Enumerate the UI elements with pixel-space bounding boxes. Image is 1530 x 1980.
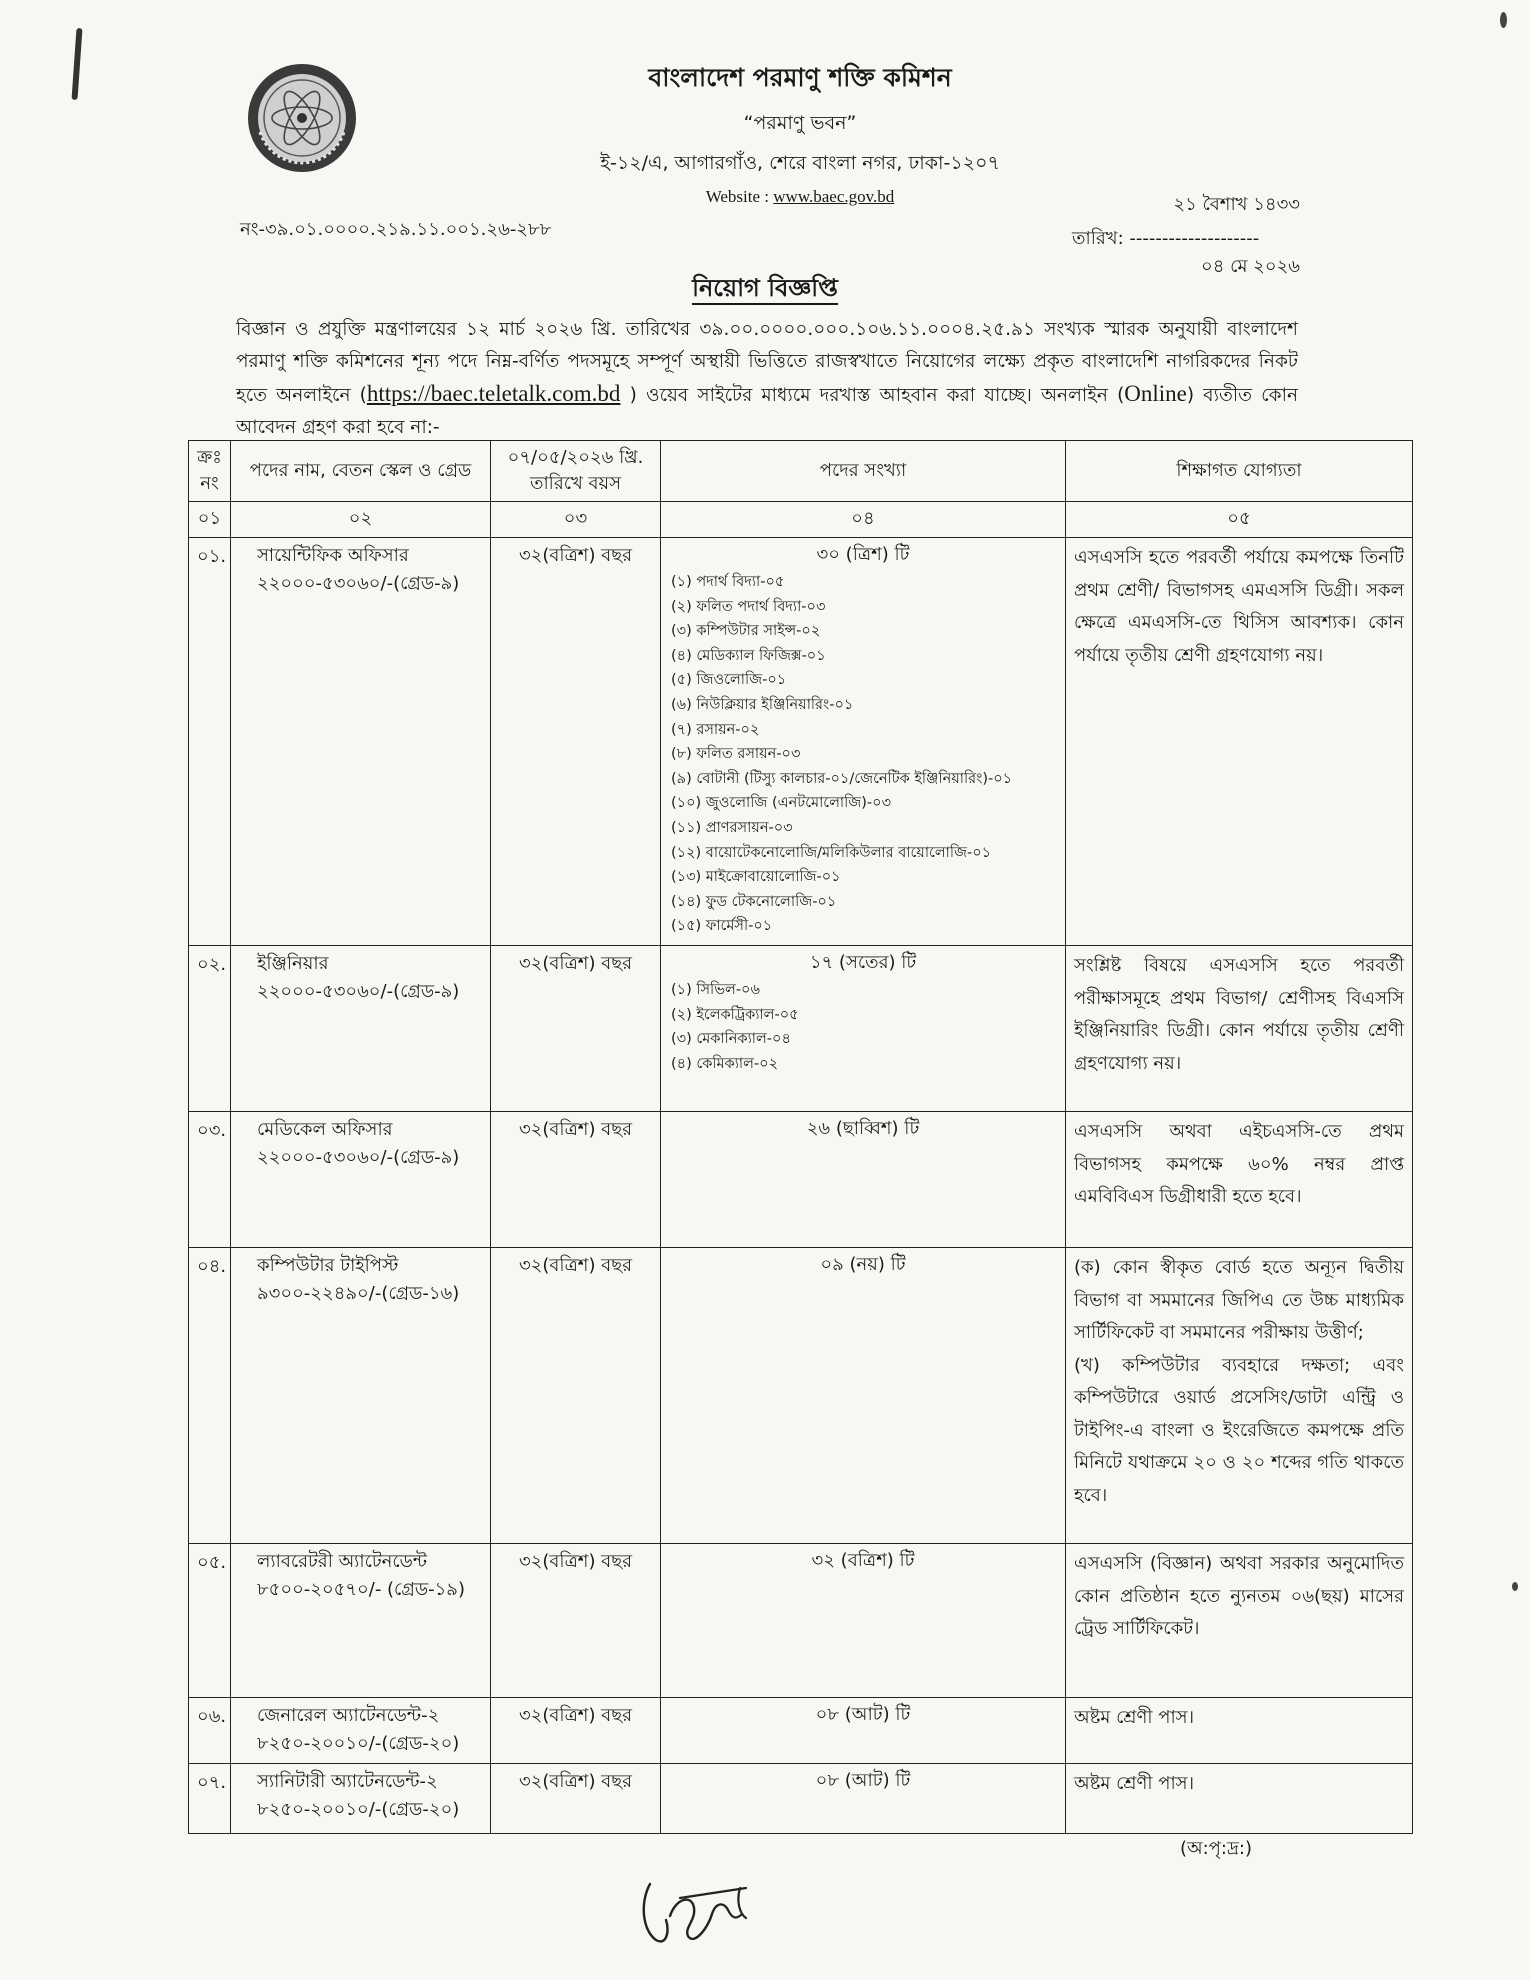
application-link[interactable] [367,381,621,406]
pay-scale: ২২০০০-৫৩০৬০/-(গ্রেড-৯) [257,981,460,1002]
qualification-text: এসএসসি (বিজ্ঞান) অথবা সরকার অনুমোদিত কোন প্রতিষ্ঠান হতে ন্যুনতম ০৬(ছয়) মাসের ট্রেড সার্টিফিকেট। [1074,1553,1404,1639]
count-cell [661,1698,1066,1764]
website-label: Website : [705,187,774,206]
subject-item: (১০) জুওলোজি (এনটমোলোজি)-০৩ [671,795,891,812]
post-count: ০৮ (আট) টি [815,1704,911,1725]
serial-cell: ০৭. [189,1764,231,1834]
qualification-text: সংশ্লিষ্ট বিষয়ে এসএসসি হতে পরবর্তী পরীক্ষাসমূহে প্রথম বিভাগ/ শ্রেণীসহ বিএসসি ইঞ্জিনিয়ারিং ডিগ্রী। কোন পর্যায়ে তৃতীয় শ্রেণী গ্রহণযোগ্য নয়। [1074,955,1404,1074]
post-cell [231,1544,491,1698]
continued-note: (অ:পৃ:দ্র:) [1180,1838,1253,1859]
subject-item: (১১) প্রাণরসায়ন-০৩ [671,819,793,836]
subject-item: (৭) রসায়ন-০২ [671,721,760,738]
subject-item: (১৪) ফুড টেকনোলোজি-০১ [671,893,837,910]
table-row [189,1698,1413,1764]
table-row [189,1248,1413,1544]
subject-list [671,978,1057,1076]
post-count: ৩০ (ত্রিশ) টি [816,544,910,565]
building-name: “পরমাণু ভবন” [743,112,857,134]
subject-item: (৬) নিউক্লিয়ার ইঞ্জিনিয়ারিং-০১ [671,696,854,713]
table-row [189,1112,1413,1248]
qualification-text: (ক) কোন স্বীকৃত বোর্ড হতে অন্যূন দ্বিতীয় বিভাগ বা সমমানের জিপিএ তে উচ্চ মাধ্যমিক সার্টিফিকেট বা সমমানের পরীক্ষায় উত্তীর্ণ; [1074,1257,1404,1343]
qualification-cell [1066,946,1413,1112]
post-count: ৩২ (বত্রিশ) টি [811,1550,915,1571]
subject-item: (৩) মেকানিক্যাল-০৪ [671,1031,791,1048]
letterhead [520,58,1080,207]
table-row [189,946,1413,1112]
serial-cell: ০৪. [189,1248,231,1544]
pay-scale: ৮৫০০-২০৫৭০/- (গ্রেড-১৯) [257,1579,465,1600]
handwritten-signature-icon [636,1858,756,1958]
post-name: ল্যাবরেটরী অ্যাটেনডেন্ট [257,1551,428,1572]
subject-item: (১৫) ফার্মেসী-০১ [671,918,773,935]
subject-item: (২) ইলেকট্রিক্যাল-০৫ [671,1006,799,1023]
table-row [189,1544,1413,1698]
serial-cell: ০৬. [189,1698,231,1764]
subject-item: (২) ফলিত পদার্থ বিদ্যা-০৩ [671,598,826,615]
website-link[interactable]: www.baec.gov.bd [773,187,895,206]
post-count: ২৬ (ছাব্বিশ) টি [806,1118,920,1139]
serial-cell: ০১. [189,538,231,946]
post-name: সায়েন্টিফিক অফিসার [257,545,409,566]
pay-scale: ৮২৫০-২০০১০/-(গ্রেড-২০) [257,1799,460,1820]
col-number: ০৩ [491,502,661,538]
header-qualification: শিক্ষাগত যোগ্যতা [1066,441,1413,502]
count-cell [661,1544,1066,1698]
scan-artifact-dot [1512,1582,1518,1591]
table-header-row [189,441,1413,502]
online-word: Online [1124,381,1187,406]
post-cell [231,1698,491,1764]
qualification-cell [1066,1112,1413,1248]
notice-title [0,270,1530,310]
header-sl: ক্রঃ নং [189,441,231,502]
subject-list [671,570,1057,939]
org-name: বাংলাদেশ পরমাণু শক্তি কমিশন [648,63,952,92]
serial-cell: ০৫. [189,1544,231,1698]
count-cell [661,1248,1066,1544]
header-post: পদের নাম, বেতন স্কেল ও গ্রেড [231,441,491,502]
post-cell [231,1764,491,1834]
date-english: ০৪ মে ২০২৬ [1201,256,1300,277]
org-address: ই-১২/এ, আগারগাঁও, শেরে বাংলা নগর, ঢাকা-১২০৭ [600,152,1000,174]
subject-item: (১৩) মাইক্রোবায়োলোজি-০১ [671,869,841,886]
qualification-cell [1066,538,1413,946]
scan-artifact-mark [71,28,82,100]
post-cell [231,1112,491,1248]
qualification-cell [1066,1544,1413,1698]
subject-item: (১) সিভিল-০৬ [671,982,760,998]
header-age: ০৭/০৫/২০২৬ খ্রি. তারিখে বয়স [491,441,661,502]
header-count: পদের সংখ্যা [661,441,1066,502]
qualification-text: অষ্টম শ্রেণী পাস। [1074,1707,1195,1728]
table-row [189,538,1413,946]
age-cell: ৩২(বত্রিশ) বছর [491,1112,661,1248]
qualification-text: (খ) কম্পিউটার ব্যবহারে দক্ষতা; এবং কম্পিউটারে ওয়ার্ড প্রসেসিং/ডাটা এন্ট্রি ও টাইপিং-এ বাংলা ও ইংরেজিতে কমপক্ষে প্রতি মিনিটে যথাক্রমে ২০ ও ২০ শব্দের গতি থাকতে হবে। [1074,1354,1404,1506]
intro-text-1: বিজ্ঞান ও প্রযুক্তি মন্ত্রণালয়ের ১২ মার্চ ২০২৬ খ্রি. তারিখের ৩৯.০০.০০০০.০০০.১০৬.১১.০০০৪.২৫.৯১ সংখ্যক স্মারক অনুযায়ী বাংলাদেশ পরমাণু শক্তি কমিশনের শূন্য পদে নিম্ন-বর্ণিত পদসমূহে সম্পূর্ণ অস্থায়ী ভিত্তিতে রাজস্বখাতে নিয়োগের লক্ষ্যে প্রকৃত বাংলাদেশি নাগরিকদের নিকট হতে অনলাইনে ( [236,319,1298,406]
age-cell: ৩২(বত্রিশ) বছর [491,1764,661,1834]
serial-cell: ০৩. [189,1112,231,1248]
intro-paragraph [236,314,1298,444]
col-number: ০৫ [1066,502,1413,538]
subject-item: (৪) কেমিক্যাল-০২ [671,1055,779,1072]
date-label: তারিখ: -------------------- [1072,228,1260,249]
subject-item: (৩) কম্পিউটার সাইন্স-০২ [671,623,821,640]
memo-number: নং-৩৯.০১.০০০০.২১৯.১১.০০১.২৬-২৮৮ [240,219,552,240]
application-link-text[interactable]: https://baec.teletalk.com.bd [366,381,621,406]
post-name: স্যানিটারী অ্যাটেনডেন্ট-২ [257,1771,438,1792]
atom-emblem-seal-icon [246,62,358,174]
post-name: মেডিকেল অফিসার [257,1119,393,1140]
post-name: জেনারেল অ্যাটেনডেন্ট-২ [257,1705,440,1726]
subject-item: (১) পদার্থ বিদ্যা-০৫ [671,574,785,590]
age-cell: ৩২(বত্রিশ) বছর [491,946,661,1112]
post-count: ০৯ (নয়) টি [820,1254,906,1275]
column-number-row [189,502,1413,538]
subject-item: (১২) বায়োটেকনোলোজি/মলিকিউলার বায়োলোজি-০১ [671,844,992,861]
pay-scale: ২২০০০-৫৩০৬০/-(গ্রেড-৯) [257,1147,460,1168]
subject-item: (৮) ফলিত রসায়ন-০৩ [671,746,801,763]
post-count: ০৮ (আট) টি [815,1770,911,1791]
age-cell: ৩২(বত্রিশ) বছর [491,1544,661,1698]
age-cell: ৩২(বত্রিশ) বছর [491,1248,661,1544]
pay-scale: ২২০০০-৫৩০৬০/-(গ্রেড-৯) [257,573,460,594]
qualification-cell [1066,1248,1413,1544]
pay-scale: ৯৩০০-২২৪৯০/-(গ্রেড-১৬) [257,1283,460,1304]
table-row [189,1764,1413,1834]
website-line [520,187,1080,207]
subject-item: (৯) বোটানী (টিস্যু কালচার-০১/জেনেটিক ইঞ্জিনিয়ারিং)-০১ [671,770,1013,787]
count-cell [661,1764,1066,1834]
qualification-text: এসএসসি হতে পরবর্তী পর্যায়ে কমপক্ষে তিনটি প্রথম শ্রেণী/ বিভাগসহ এমএসসি ডিগ্রী। সকল ক্ষেত্রে এমএসসি-তে থিসিস আবশ্যক। কোন পর্যায়ে তৃতীয় শ্রেণী গ্রহণযোগ্য নয়। [1074,547,1404,666]
post-cell [231,946,491,1112]
vacancy-table [188,440,1413,1834]
qualification-text: এসএসসি অথবা এইচএসসি-তে প্রথম বিভাগসহ কমপক্ষে ৬০% নম্বর প্রাপ্ত এমবিবিএস ডিগ্রীধারী হতে হবে। [1074,1121,1404,1207]
notice-title-text: নিয়োগ বিজ্ঞপ্তি [692,274,838,305]
post-name: ইঞ্জিনিয়ার [257,953,329,974]
post-name: কম্পিউটার টাইপিস্ট [257,1255,399,1276]
qualification-text: অষ্টম শ্রেণী পাস। [1074,1773,1195,1794]
scan-artifact-dot [1500,12,1507,28]
subject-item: (৫) জিওলোজি-০১ [671,672,787,689]
intro-text-3: ) ব্যতীত কোন আবেদন গ্রহণ করা হবে না:- [236,385,1299,438]
count-cell [661,946,1066,1112]
post-count: ১৭ (সতের) টি [809,952,917,973]
post-cell [231,1248,491,1544]
age-cell: ৩২(বত্রিশ) বছর [491,538,661,946]
col-number: ০৪ [661,502,1066,538]
qualification-cell [1066,1698,1413,1764]
count-cell [661,538,1066,946]
age-cell: ৩২(বত্রিশ) বছর [491,1698,661,1764]
serial-cell: ০২. [189,946,231,1112]
post-cell [231,538,491,946]
subject-item: (৪) মেডিক্যাল ফিজিক্স-০১ [671,647,826,664]
count-cell [661,1112,1066,1248]
intro-text-2: ) ওয়েব সাইটের মাধ্যমে দরখাস্ত আহবান করা যাচ্ছে। অনলাইন ( [620,385,1125,406]
qualification-cell [1066,1764,1413,1834]
col-number: ০১ [189,502,231,538]
col-number: ০২ [231,502,491,538]
pay-scale: ৮২৫০-২০০১০/-(গ্রেড-২০) [257,1733,460,1754]
date-bangla: ২১ বৈশাখ ১৪৩৩ [1173,194,1300,215]
